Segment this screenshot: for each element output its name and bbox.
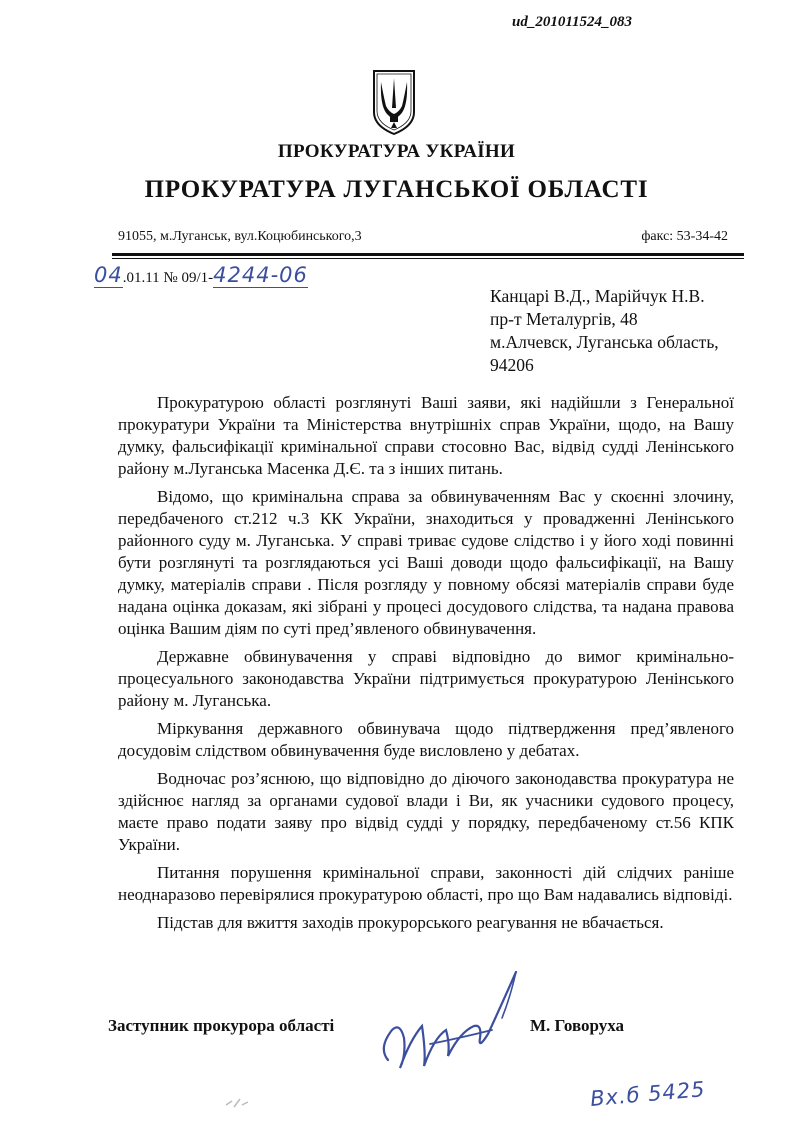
addressee-line: пр-т Металургів, 48 [490,309,638,329]
receipt-note-handwritten: Вх.б 5425 [589,1077,707,1111]
body-paragraph: Питання порушення кримінальної справи, законності дій слідчих раніше неоднаразово перевірялися прокуратурою області, про що Вам надавались відповіді. [118,863,734,904]
body-paragraph: Міркування державного обвинувача щодо підтвердження пред’явленого досудовім слідством обвинувачення буде висловлено у дебатах. [118,719,734,760]
body-paragraph: Відомо, що кримінальна справа за обвинуваченням Вас у скоєнні злочину, передбаченого ст.212 ч.3 КК України, знаходиться у провадженні Ленінського районного суду м. Луганська. У справі триває судове слідство і у його ході повинні бути розглянуті та розглядаються усі Ваші доводи щодо фальсифікації, на Вашу думку, матеріалів справи . Після розгляду у повному обсязі матеріалів справи буде надана оцінка доказам, які зібрані у процесі досудового слідства, та надана правова оцінка Вашим діям по суті пред’явленого обвинувачення. [118,487,734,638]
signer-title: Заступник прокурора області [108,1016,335,1035]
body-paragraph: Прокуратурою області розглянуті Ваші заяви, які надійшли з Генеральної прокуратури України та Міністерства внутрішніх справ України, щодо, на Вашу думку, фальсифікації кримінальної справи стосовно Вас, відвід судді Ленінського району м.Луганська Масенка Д.Є. та з інших питань. [118,393,734,478]
handwritten-signature [370,968,530,1080]
letter-body [118,392,734,940]
outgoing-day-handwritten: 04 [94,263,123,287]
letterhead-rule-thick [112,253,744,256]
body-paragraph: Водночас роз’яснюю, що відповідно до діючого законодавства прокуратура не здійснює нагляд за органами судової влади і Ви, як учасники судового процесу, маєте право подати заяву про відвід судді у порядку, передбаченому ст.56 КПК України. [118,769,734,854]
organization-name: ПРОКУРАТУРА УКРАЇНИ [277,141,516,162]
trident-coat-of-arms-icon [371,68,417,136]
regional-office-name: ПРОКУРАТУРА ЛУГАНСЬКОЇ ОБЛАСТІ [144,176,649,203]
outgoing-number-handwritten: 4244-06 [213,263,308,287]
signer-name: М. Говоруха [530,1016,625,1035]
body-paragraph: Підстав для вжиття заходів прокурорського реагування не вбачається. [157,913,664,932]
office-address: 91055, м.Луганськ, вул.Коцюбинського,3 [118,229,362,244]
document-id: ud_201011524_083 [512,14,633,30]
outgoing-reference [94,263,308,287]
body-paragraph: Державне обвинувачення у справі відповідно до вимог кримінально-процесуального законодавства України підтримується прокуратурою Ленінського району м. Луганська. [118,647,734,710]
addressee-line: 94206 [490,355,534,375]
letterhead-rule-thin [112,258,744,259]
addressee-line: Канцарі В.Д., Марійчук Н.В. [490,286,705,306]
ink-smudge-mark [222,1093,252,1113]
fax-number: факс: 53-34-42 [641,229,728,244]
outgoing-date-printed: .01.11 № 09/1- [122,270,214,286]
addressee-line: м.Алчевск, Луганська область, [490,332,719,352]
addressee-block [490,285,750,377]
